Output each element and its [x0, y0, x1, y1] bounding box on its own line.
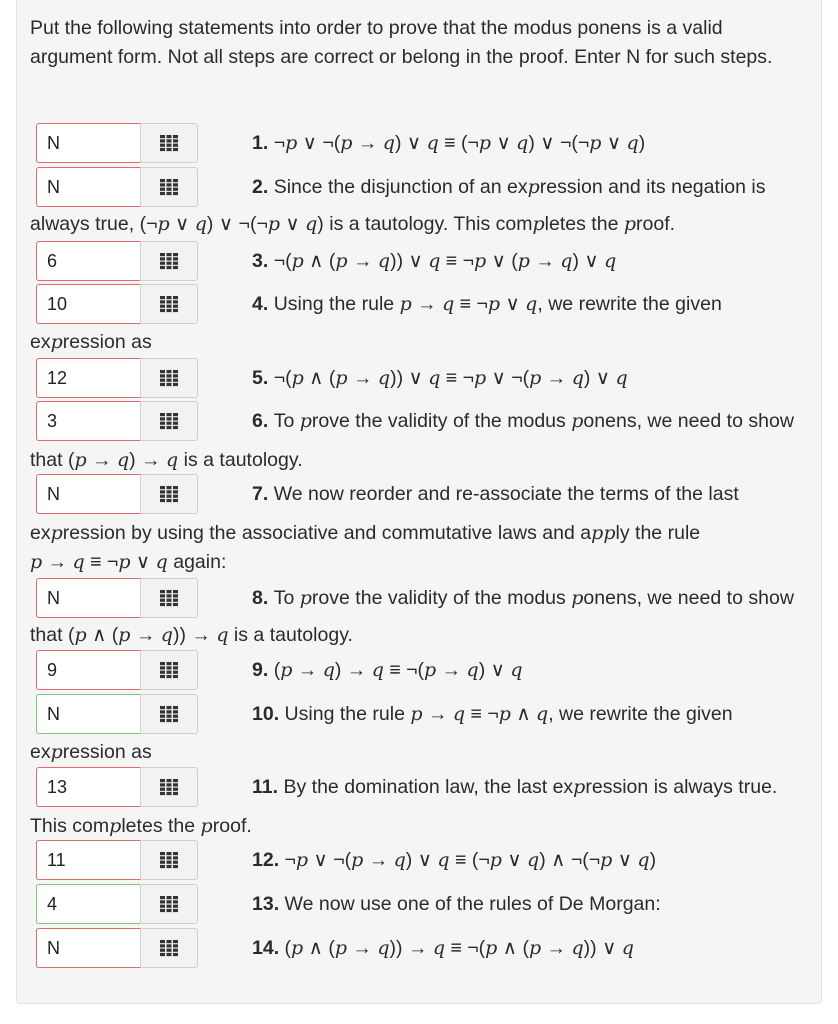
step-number: 12. [252, 849, 285, 871]
step-number: 4. [252, 293, 274, 315]
step-answer-input[interactable] [36, 284, 140, 324]
step-answer-input[interactable] [36, 650, 140, 690]
keypad-button[interactable] [140, 840, 198, 880]
step-statement [252, 167, 838, 207]
step-number: 8. [252, 587, 274, 609]
step-text-line1: ¬p ∨ ¬(p → q) ∨ q ≡ (¬p ∨ q) ∧ ¬(¬p ∨ q) [284, 849, 657, 871]
step-text-line1: To prove the validity of the modus ponens, we need to show [273, 410, 794, 432]
step-text-continuation: always true, (¬p ∨ q) ∨ ¬(¬p ∨ q) is a tautology. This completes the proof. [30, 213, 676, 235]
step-text-line1: ¬(p ∧ (p → q)) ∨ q ≡ ¬p ∨ ¬(p → q) ∨ q [273, 367, 628, 389]
step-number: 3. [252, 250, 274, 272]
step-statement [252, 840, 838, 880]
keypad-button[interactable] [140, 694, 198, 734]
step-number: 10. [252, 703, 285, 725]
step-statement [252, 401, 838, 441]
step-answer-input[interactable] [36, 167, 140, 207]
keypad-grid-icon [159, 851, 179, 869]
step-text-line1: By the domination law, the last expression is always true. [283, 776, 778, 798]
keypad-button[interactable] [140, 401, 198, 441]
step-number: 9. [252, 659, 274, 681]
step-text-line1: We now reorder and re-associate the terms of the last [273, 483, 739, 505]
step-answer-input[interactable] [36, 884, 140, 924]
step-number: 13. [252, 893, 285, 915]
step-text-line1: Since the disjunction of an expression and its negation is [273, 176, 766, 198]
keypad-grid-icon [159, 661, 179, 679]
keypad-button[interactable] [140, 650, 198, 690]
keypad-grid-icon [159, 252, 179, 270]
step-number: 6. [252, 410, 274, 432]
step-text-continuation: expression as [30, 741, 152, 763]
step-answer-input[interactable] [36, 401, 140, 441]
step-statement [252, 123, 838, 163]
step-text-continuation: expression by using the associative and commutative laws and apply the rule [30, 522, 701, 544]
keypad-grid-icon [159, 369, 179, 387]
step-statement [252, 241, 838, 281]
step-number: 11. [252, 776, 284, 798]
step-text-continuation: p → q ≡ ¬p ∨ q again: [30, 551, 227, 573]
step-number: 2. [252, 176, 274, 198]
keypad-button[interactable] [140, 928, 198, 968]
step-answer-input[interactable] [36, 358, 140, 398]
keypad-button[interactable] [140, 284, 198, 324]
step-statement [252, 928, 838, 968]
keypad-grid-icon [159, 895, 179, 913]
step-text-line1: We now use one of the rules of De Morgan: [284, 893, 661, 915]
step-answer-input[interactable] [36, 767, 140, 807]
step-statement [252, 650, 838, 690]
keypad-button[interactable] [140, 123, 198, 163]
keypad-button[interactable] [140, 167, 198, 207]
keypad-grid-icon [159, 412, 179, 430]
step-statement [252, 284, 838, 324]
keypad-grid-icon [159, 778, 179, 796]
keypad-button[interactable] [140, 884, 198, 924]
step-answer-input[interactable] [36, 928, 140, 968]
step-statement [252, 358, 838, 398]
step-statement [252, 474, 838, 514]
step-number: 5. [252, 367, 274, 389]
step-answer-input[interactable] [36, 578, 140, 618]
instructions-text: Put the following statements into order to prove that the modus ponens is a valid argument form. Not all steps are correct or belong in the proof. Enter N for such steps. [30, 17, 773, 68]
keypad-button[interactable] [140, 241, 198, 281]
step-statement [252, 578, 838, 618]
step-text-line1: ¬(p ∧ (p → q)) ∨ q ≡ ¬p ∨ (p → q) ∨ q [273, 250, 617, 272]
step-text-line1: (p ∧ (p → q)) → q ≡ ¬(p ∧ (p → q)) ∨ q [284, 937, 634, 959]
step-text-line1: To prove the validity of the modus ponens, we need to show [273, 587, 794, 609]
step-answer-input[interactable] [36, 123, 140, 163]
step-number: 7. [252, 483, 274, 505]
keypad-grid-icon [159, 178, 179, 196]
step-text-continuation: This completes the proof. [30, 815, 252, 837]
step-text-continuation: expression as [30, 331, 152, 353]
step-answer-input[interactable] [36, 241, 140, 281]
keypad-grid-icon [159, 705, 179, 723]
step-text-continuation: that (p ∧ (p → q)) → q is a tautology. [30, 624, 353, 646]
step-text-line1: ¬p ∨ ¬(p → q) ∨ q ≡ (¬p ∨ q) ∨ ¬(¬p ∨ q) [273, 132, 646, 154]
keypad-grid-icon [159, 485, 179, 503]
step-text-continuation: that (p → q) → q is a tautology. [30, 449, 303, 471]
step-answer-input[interactable] [36, 840, 140, 880]
step-answer-input[interactable] [36, 474, 140, 514]
keypad-button[interactable] [140, 474, 198, 514]
keypad-button[interactable] [140, 578, 198, 618]
step-statement [252, 767, 838, 807]
step-text-line1: (p → q) → q ≡ ¬(p → q) ∨ q [273, 659, 523, 681]
step-statement [252, 694, 838, 734]
keypad-grid-icon [159, 134, 179, 152]
step-answer-input[interactable] [36, 694, 140, 734]
keypad-grid-icon [159, 295, 179, 313]
step-text-line1: Using the rule p → q ≡ ¬p ∧ q, we rewrite the given [284, 703, 733, 725]
step-number: 14. [252, 937, 285, 959]
step-number: 1. [252, 132, 274, 154]
keypad-grid-icon [159, 589, 179, 607]
keypad-button[interactable] [140, 358, 198, 398]
step-text-line1: Using the rule p → q ≡ ¬p ∨ q, we rewrite the given [273, 293, 722, 315]
keypad-grid-icon [159, 939, 179, 957]
step-statement [252, 884, 838, 924]
keypad-button[interactable] [140, 767, 198, 807]
